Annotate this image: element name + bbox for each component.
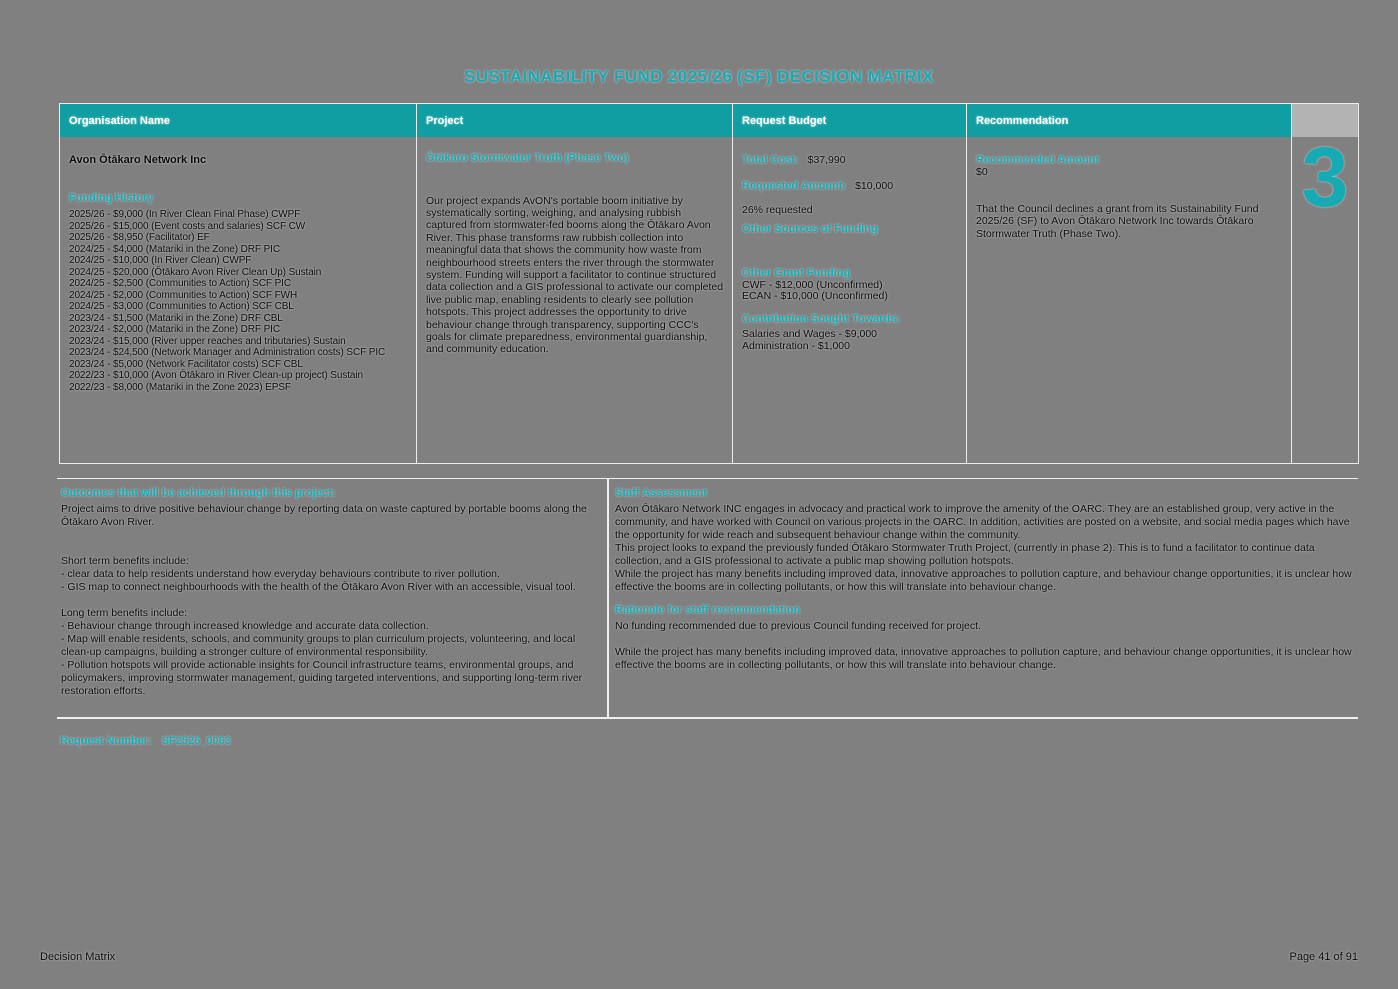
request-number	[60, 735, 231, 747]
footer-page-number: Page 41 of 91	[1289, 951, 1358, 963]
other-sources-heading: Other Sources of Funding	[742, 222, 878, 235]
staff-assessment-line: While the project has many benefits including improved data, innovative approaches to pollution capture, and behaviour change opportunities, it is unclear how effective the booms are in collecting pollutants, or how this will translate into behaviour change.	[615, 568, 1352, 593]
column-header-recommendation: Recommendation	[967, 104, 1292, 137]
rationale-line: While the project has many benefits including improved data, innovative approaches to pollution capture, and behaviour change opportunities, it is unclear how effective the booms are in collecting pollutants, or how this will translate into behaviour change.	[615, 646, 1352, 671]
requested-amount-value: $10,000	[855, 179, 894, 192]
column-header-request-budget: Request Budget	[733, 104, 967, 137]
contributions-list	[742, 329, 958, 352]
table-header-row	[60, 104, 1358, 137]
funding-history-item: 2025/26 - $9,000 (In River Clean Final Phase) CWPF	[69, 209, 301, 220]
requested-amount-row	[742, 181, 958, 193]
contribution-heading: Contribution Sought Towards:	[742, 312, 901, 325]
outcomes-line: Long term benefits include:	[61, 607, 188, 619]
column-header-project: Project	[417, 104, 733, 137]
funding-history-item: 2024/25 - $2,000 (Communities to Action) SCF FWH	[69, 289, 298, 301]
funding-history-item: 2024/25 - $4,000 (Matariki in the Zone) DRF PIC	[69, 243, 280, 255]
staff-assessment-body	[615, 503, 1354, 594]
column-header-score	[1292, 104, 1358, 137]
rationale-line	[615, 633, 1354, 646]
other-grant-item: ECAN - $10,000 (Unconfirmed)	[742, 290, 888, 302]
priority-score: 3	[1301, 137, 1349, 224]
outcomes-line	[61, 542, 597, 555]
project-cell	[417, 137, 733, 463]
footer-document-name: Decision Matrix	[40, 951, 116, 963]
project-title: Ōtākaro Stormwater Truth (Phase Two)	[426, 152, 629, 164]
total-cost-label: Total Cost:	[742, 154, 799, 166]
decision-matrix-table	[59, 103, 1359, 464]
assessment-section	[57, 478, 1358, 719]
recommended-amount-label: Recommended Amount	[976, 154, 1100, 166]
organisation-cell	[60, 137, 417, 463]
funding-history-item: 2023/24 - $1,500 (Matariki in the Zone) DRF CBL	[69, 312, 283, 324]
page-title: SUSTAINABILITY FUND 2025/26 (SF) DECISION MATRIX	[464, 67, 934, 86]
funding-history-item: 2024/25 - $20,000 (Ōtākaro Avon River Clean Up) Sustain	[69, 266, 322, 278]
percent-requested: 26% requested	[742, 204, 813, 216]
funding-history-item: 2023/24 - $2,000 (Matariki in the Zone) DRF PIC	[69, 324, 280, 335]
funding-history-item: 2022/23 - $10,000 (Avon Ōtākaro in River Clean-up project) Sustain	[69, 370, 363, 381]
table-body-row	[60, 137, 1358, 463]
request-number-label: Request Number:	[60, 735, 152, 747]
funding-history-item: 2023/24 - $15,000 (River upper reaches and tributaries) Sustain	[69, 335, 346, 347]
outcomes-line: Short term benefits include:	[61, 555, 189, 567]
recommendation-cell	[967, 137, 1292, 463]
funding-history-item: 2025/26 - $8,950 (Facilitator) EF	[69, 232, 210, 243]
staff-assessment-line: This project looks to expand the previously funded Ōtākaro Stormwater Truth Project, (currently in phase 2). This is to fund a facilitator to continue data collection, and a GIS professional to activate a public map showing pollution hotspots.	[615, 542, 1315, 567]
outcomes-line: - Behaviour change through increased knowledge and accurate data collection.	[61, 620, 429, 632]
outcomes-heading: Outcomes that will be achieved through this project:	[61, 487, 336, 499]
funding-history-item: 2023/24 - $5,000 (Network Facilitator costs) SCF CBL	[69, 358, 303, 370]
other-grant-funding-heading: Other Grant Funding	[742, 267, 851, 279]
outcomes-line: - clear data to help residents understand how everyday behaviours contribute to river pollution.	[61, 568, 500, 580]
contribution-item: Administration - $1,000	[742, 339, 850, 352]
requested-amount-label: Requested Amount:	[742, 179, 847, 192]
outcomes-line: Project aims to drive positive behaviour change by reporting data on waste captured by portable booms along the Ōtākaro Avon River.	[61, 503, 587, 528]
funding-history-item: 2024/25 - $2,500 (Communities to Action) SCF PIC	[69, 278, 291, 289]
outcomes-line	[61, 529, 597, 542]
funding-history-item: 2024/25 - $10,000 (In River Clean) CWPF	[69, 255, 252, 266]
request-number-value: SF2526_0063	[161, 735, 231, 747]
outcomes-line	[61, 594, 597, 607]
contribution-item: Salaries and Wages - $9,000	[742, 328, 878, 340]
outcomes-line: - Pollution hotspots will provide actionable insights for Council infrastructure teams, environmental groups, and policymakers, improving stormwater management, guiding targeted interventions, and supporting long-term river restoration efforts.	[61, 659, 583, 697]
rationale-heading: Rationale for staff recommendation	[615, 604, 801, 616]
total-cost-row	[742, 155, 958, 167]
staff-assessment-line: Avon Ōtākaro Network INC engages in advocacy and practical work to improve the amenity of the OARC. They are an established group, very active in the community, and have worked with Council on various projects in the OARC. In addition, activities are posted on a website, and social media pages which have the opportunity for wide reach and subsequent behaviour change within the community.	[615, 503, 1350, 541]
funding-history-item: 2023/24 - $24,500 (Network Manager and Administration costs) SCF PIC	[69, 347, 386, 358]
outcomes-body	[61, 503, 597, 698]
outcomes-line: - Map will enable residents, schools, and community groups to plan curriculum projects, volunteering, and local clean-up campaigns, building a stronger culture of environmental responsibility.	[61, 633, 576, 658]
request-budget-cell	[733, 137, 967, 463]
outcomes-line: - GIS map to connect neighbourhoods with the health of the Ōtākaro Avon River with an accessible, visual tool.	[61, 581, 576, 593]
organisation-name: Avon Ōtākaro Network Inc	[69, 154, 207, 166]
staff-assessment-heading: Staff Assessment	[615, 487, 707, 499]
project-description: Our project expands AvON's portable boom initiative by systematically sorting, weighing, and analysing rubbish captured from stormwater-fed booms along the Ōtākaro Avon River. This phase transforms raw rubbish collection into meaningful data that shows the community how waste from neighbourhood streets enters the river through the stormwater system. Funding will support a facilitator to continue structured data collection and a GIS professional to activate our completed live public map, enabling residents to clearly see pollution hotspots. This project addresses the opportunity to drive behaviour change through transparency, supporting CCC's goals for climate preparedness, environmental guardianship, and community education.	[426, 194, 724, 356]
funding-history-item: 2024/25 - $3,000 (Communities to Action) SCF CBL	[69, 301, 294, 312]
funding-history-item: 2025/26 - $15,000 (Event costs and salaries) SCF CW	[69, 220, 306, 232]
funding-history-list	[69, 209, 408, 393]
recommendation-text: That the Council declines a grant from its Sustainability Fund 2025/26 (SF) to Avon Ōtākaro Network Inc towards Ōtākaro Stormwater Truth (Phase Two).	[976, 203, 1259, 240]
funding-history-heading: Funding History	[69, 191, 154, 204]
rationale-line: No funding recommended due to previous Council funding received for project.	[615, 620, 981, 632]
funding-history-item: 2022/23 - $8,000 (Matariki in the Zone 2023) EPSF	[69, 381, 291, 393]
other-grants-list	[742, 280, 958, 303]
recommended-amount-value: $0	[976, 165, 988, 178]
other-grant-item: CWF - $12,000 (Unconfirmed)	[742, 278, 883, 291]
rationale-body	[615, 620, 1354, 672]
total-cost-value: $37,990	[807, 154, 846, 166]
column-header-organisation: Organisation Name	[60, 104, 417, 137]
staff-assessment-panel	[607, 479, 1358, 717]
outcomes-panel	[57, 479, 607, 717]
score-cell	[1292, 137, 1358, 463]
